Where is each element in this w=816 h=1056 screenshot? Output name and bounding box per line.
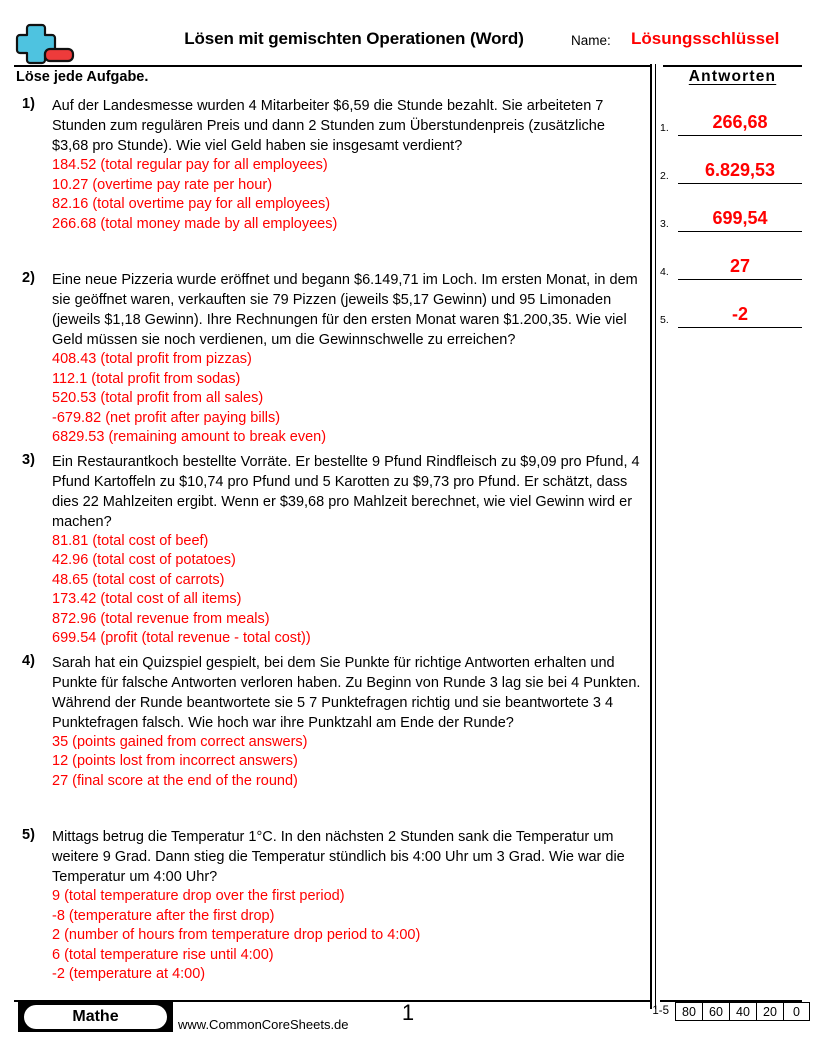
- answer-blank-line: [678, 210, 802, 232]
- score-range-label: 1-5: [652, 1005, 669, 1017]
- problem-item: [16, 452, 644, 649]
- solution-step: 9 (total temperature drop over the first period): [52, 888, 345, 904]
- problem-item: [16, 653, 644, 792]
- answer-value: 27: [729, 256, 751, 276]
- solution-step: 81.81 (total cost of beef): [52, 532, 209, 549]
- solution-step: 82.16 (total overtime pay for all employees): [52, 196, 331, 212]
- answer-row: [660, 139, 805, 184]
- solution-step: 266.68 (total money made by all employees): [52, 215, 338, 232]
- answer-blank-line: [678, 162, 802, 184]
- answer-number: 3.: [660, 218, 669, 230]
- solution-step: 184.52 (total regular pay for all employees): [52, 157, 328, 173]
- answer-number: 5.: [660, 314, 669, 326]
- solution-step: 699.54 (profit (total revenue - total cost)): [52, 630, 311, 646]
- solution-step: 12 (points lost from incorrect answers): [52, 753, 298, 769]
- header-divider-right: [663, 65, 802, 67]
- solution-step: 112.1 (total profit from sodas): [52, 370, 241, 387]
- problem-text: Sarah hat ein Quizspiel gespielt, bei dem Sie Punkte für richtige Antworten erhalten und Punkte für falsche Antworten verloren haben. Zu Beginn von Runde 3 lag sie bei 4 Punkten. Während der Runde beantwortete sie 5 7 Punktefragen richtig und sie beantwortete 3 4 Punktefragen falsch. Wie hoch war ihre Punktzahl am Ende der Runde?: [52, 654, 641, 731]
- solution-steps: [52, 350, 644, 448]
- answer-value: 699,54: [712, 208, 768, 228]
- score-cell: 20: [756, 1002, 783, 1021]
- name-label: Name:: [571, 33, 611, 48]
- column-divider: [650, 64, 656, 1009]
- solution-step: 2 (number of hours from temperature drop period to 4:00): [52, 927, 421, 943]
- problems-list: [16, 96, 644, 991]
- problem-number: 2): [22, 270, 35, 286]
- solution-step: 10.27 (overtime pay rate per hour): [52, 176, 273, 193]
- page-number: 1: [401, 1000, 415, 1025]
- problem-number: 3): [22, 451, 35, 468]
- solution-step: 872.96 (total revenue from meals): [52, 610, 270, 627]
- problem-number: 1): [22, 96, 35, 112]
- solution-step: -2 (temperature at 4:00): [52, 966, 206, 982]
- instructions-text: Löse jede Aufgabe.: [16, 69, 149, 85]
- score-key: [652, 1002, 810, 1021]
- plus-minus-logo-icon: [14, 22, 78, 66]
- site-url: www.CommonCoreSheets.de: [178, 1017, 349, 1032]
- solution-step: 6 (total temperature rise until 4:00): [52, 946, 274, 963]
- answer-number: 1.: [660, 122, 669, 134]
- subject-label: Mathe: [24, 1005, 167, 1029]
- solution-step: 520.53 (total profit from all sales): [52, 390, 264, 406]
- problem-item: [16, 827, 644, 985]
- worksheet-header: [14, 22, 802, 66]
- solution-step: 27 (final score at the end of the round): [52, 772, 298, 789]
- answer-number: 2.: [660, 170, 669, 182]
- problem-item: [16, 96, 644, 234]
- answer-row: [660, 235, 805, 280]
- solution-step: -8 (temperature after the first drop): [52, 907, 275, 924]
- score-cell: 0: [783, 1002, 810, 1021]
- solution-steps: [52, 733, 644, 792]
- solution-steps: [52, 887, 644, 985]
- score-cells: [675, 1002, 810, 1021]
- problem-item: [16, 270, 644, 448]
- answers-heading: Antworten: [688, 68, 777, 85]
- problem-text: Auf der Landesmesse wurden 4 Mitarbeiter $6,59 die Stunde bezahlt. Sie arbeiteten 7 Stunden zum regulären Preis und dann 2 Stunden zum Überstundenpreis (zusätzliche $3,68 pro Stunde). Wie viel Geld haben sie insgesamt verdient?: [52, 98, 605, 154]
- answer-row: [660, 283, 805, 328]
- solution-steps: [52, 156, 644, 234]
- answer-number: 4.: [660, 266, 669, 278]
- header-divider-left: [14, 65, 650, 67]
- score-cell: 80: [675, 1002, 702, 1021]
- answer-blank-line: [678, 306, 802, 328]
- score-cell: 60: [702, 1002, 729, 1021]
- answer-key-label: Lösungsschlüssel: [631, 29, 780, 48]
- solution-step: 42.96 (total cost of potatoes): [52, 552, 236, 568]
- problem-text: Mittags betrug die Temperatur 1°C. In den nächsten 2 Stunden sank die Temperatur um weitere 9 Grad. Dann stieg die Temperatur stündlich bis 4:00 Uhr um 3 Grad. Wie war die Temperatur um 4:00 Uhr?: [52, 829, 625, 885]
- solution-step: 48.65 (total cost of carrots): [52, 571, 225, 588]
- answer-value: 266,68: [712, 112, 768, 132]
- answer-value: 6.829,53: [704, 160, 776, 180]
- solution-step: 6829.53 (remaining amount to break even): [52, 429, 327, 445]
- answer-row: [660, 187, 805, 232]
- answer-row: [660, 91, 805, 136]
- score-cell: 40: [729, 1002, 756, 1021]
- problem-number: 5): [22, 827, 35, 843]
- answers-column: [660, 68, 805, 328]
- problem-number: 4): [22, 652, 35, 669]
- page-title: Lösen mit gemischten Operationen (Word): [184, 29, 524, 48]
- answer-value: -2: [731, 304, 748, 324]
- solution-steps: [52, 532, 644, 649]
- solution-step: 173.42 (total cost of all items): [52, 591, 242, 607]
- answer-blank-line: [678, 114, 802, 136]
- problem-text: Ein Restaurantkoch bestellte Vorräte. Er bestellte 9 Pfund Rindfleisch zu $9,09 pro Pfund, 4 Pfund Kartoffeln zu $10,74 pro Pfund und 5 Karotten zu $9,73 pro Pfund. Er schätzt, dass dies 22 Mahlzeiten ergibt. Wenn er $39,68 pro Mahlzeit berechnet, wie viel Gewinn wird er machen?: [52, 453, 640, 530]
- solution-step: -679.82 (net profit after paying bills): [52, 409, 281, 426]
- solution-step: 35 (points gained from correct answers): [52, 733, 308, 750]
- solution-step: 408.43 (total profit from pizzas): [52, 351, 252, 367]
- problem-text: Eine neue Pizzeria wurde eröffnet und begann $6.149,71 im Loch. Im ersten Monat, in dem sie geöffnet waren, verkauften sie 79 Pizzen (jeweils $5,17 Gewinn) und 95 Limonaden (jeweils $1,18 Gewinn). Ihre Rechnungen für den ersten Monat waren $1.200,35. Wie viel Geld müssen sie noch verdienen, um die Gewinnschwelle zu erreichen?: [52, 272, 638, 348]
- answer-blank-line: [678, 258, 802, 280]
